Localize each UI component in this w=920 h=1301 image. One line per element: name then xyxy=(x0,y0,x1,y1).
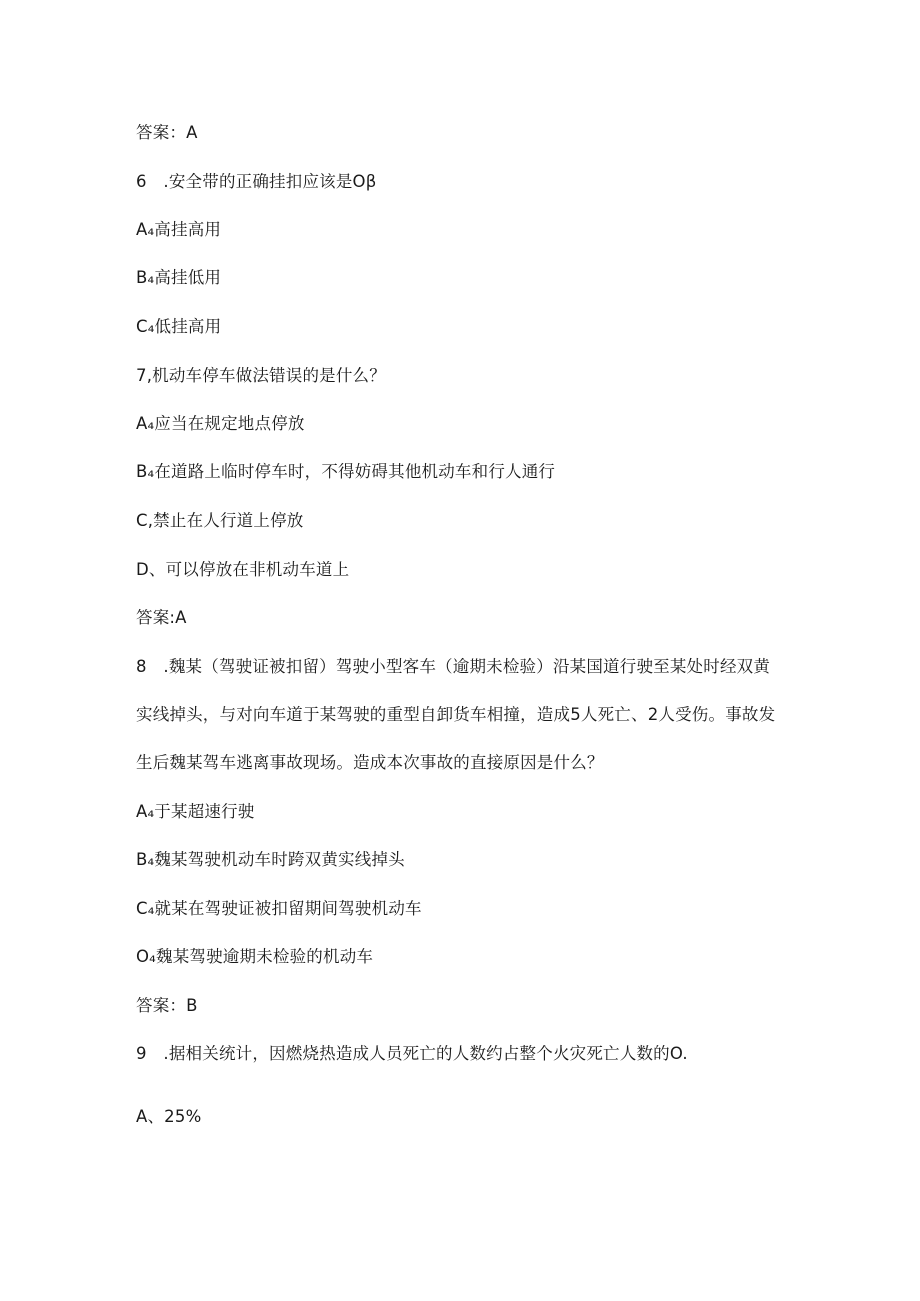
option-7c: C,禁止在人行道上停放 xyxy=(136,511,304,530)
option-6b: B₄高挂低用 xyxy=(136,268,222,287)
option-6a: A₄高挂高用 xyxy=(136,220,222,239)
answer-line: 答案：A xyxy=(136,123,198,142)
answer-line: 答案:A xyxy=(136,608,187,627)
option-7d: D、可以停放在非机动车道上 xyxy=(136,560,350,579)
option-8d: O₄魏某驾驶逾期未检验的机动车 xyxy=(136,947,374,966)
answer-line: 答案：B xyxy=(136,996,198,1015)
question-8-line-1: 8 .魏某（驾驶证被扣留）驾驶小型客车（逾期未检验）沿某国道行驶至某处时经双黄 xyxy=(136,657,771,676)
option-7a: A₄应当在规定地点停放 xyxy=(136,414,305,433)
question-6: 6 .安全带的正确挂扣应该是Oβ xyxy=(136,172,377,191)
question-8-line-2: 实线掉头，与对向车道于某驾驶的重型自卸货车相撞，造成5人死亡、2人受伤。事故发 xyxy=(136,705,776,724)
option-8b: B₄魏某驾驶机动车时跨双黄实线掉头 xyxy=(136,850,405,869)
option-8c: C₄就某在驾驶证被扣留期间驾驶机动车 xyxy=(136,899,422,918)
option-6c: C₄低挂高用 xyxy=(136,317,222,336)
question-9: 9 .据相关统计，因燃烧热造成人员死亡的人数约占整个火灾死亡人数的O. xyxy=(136,1044,688,1063)
option-9a: A、25% xyxy=(136,1107,202,1126)
option-8a: A₄于某超速行驶 xyxy=(136,802,255,821)
question-7: 7,机动车停车做法错误的是什么？ xyxy=(136,366,386,385)
question-8-line-3: 生后魏某驾车逃离事故现场。造成本次事故的直接原因是什么？ xyxy=(136,753,604,772)
option-7b: B₄在道路上临时停车时，不得妨碍其他机动车和行人通行 xyxy=(136,462,556,481)
